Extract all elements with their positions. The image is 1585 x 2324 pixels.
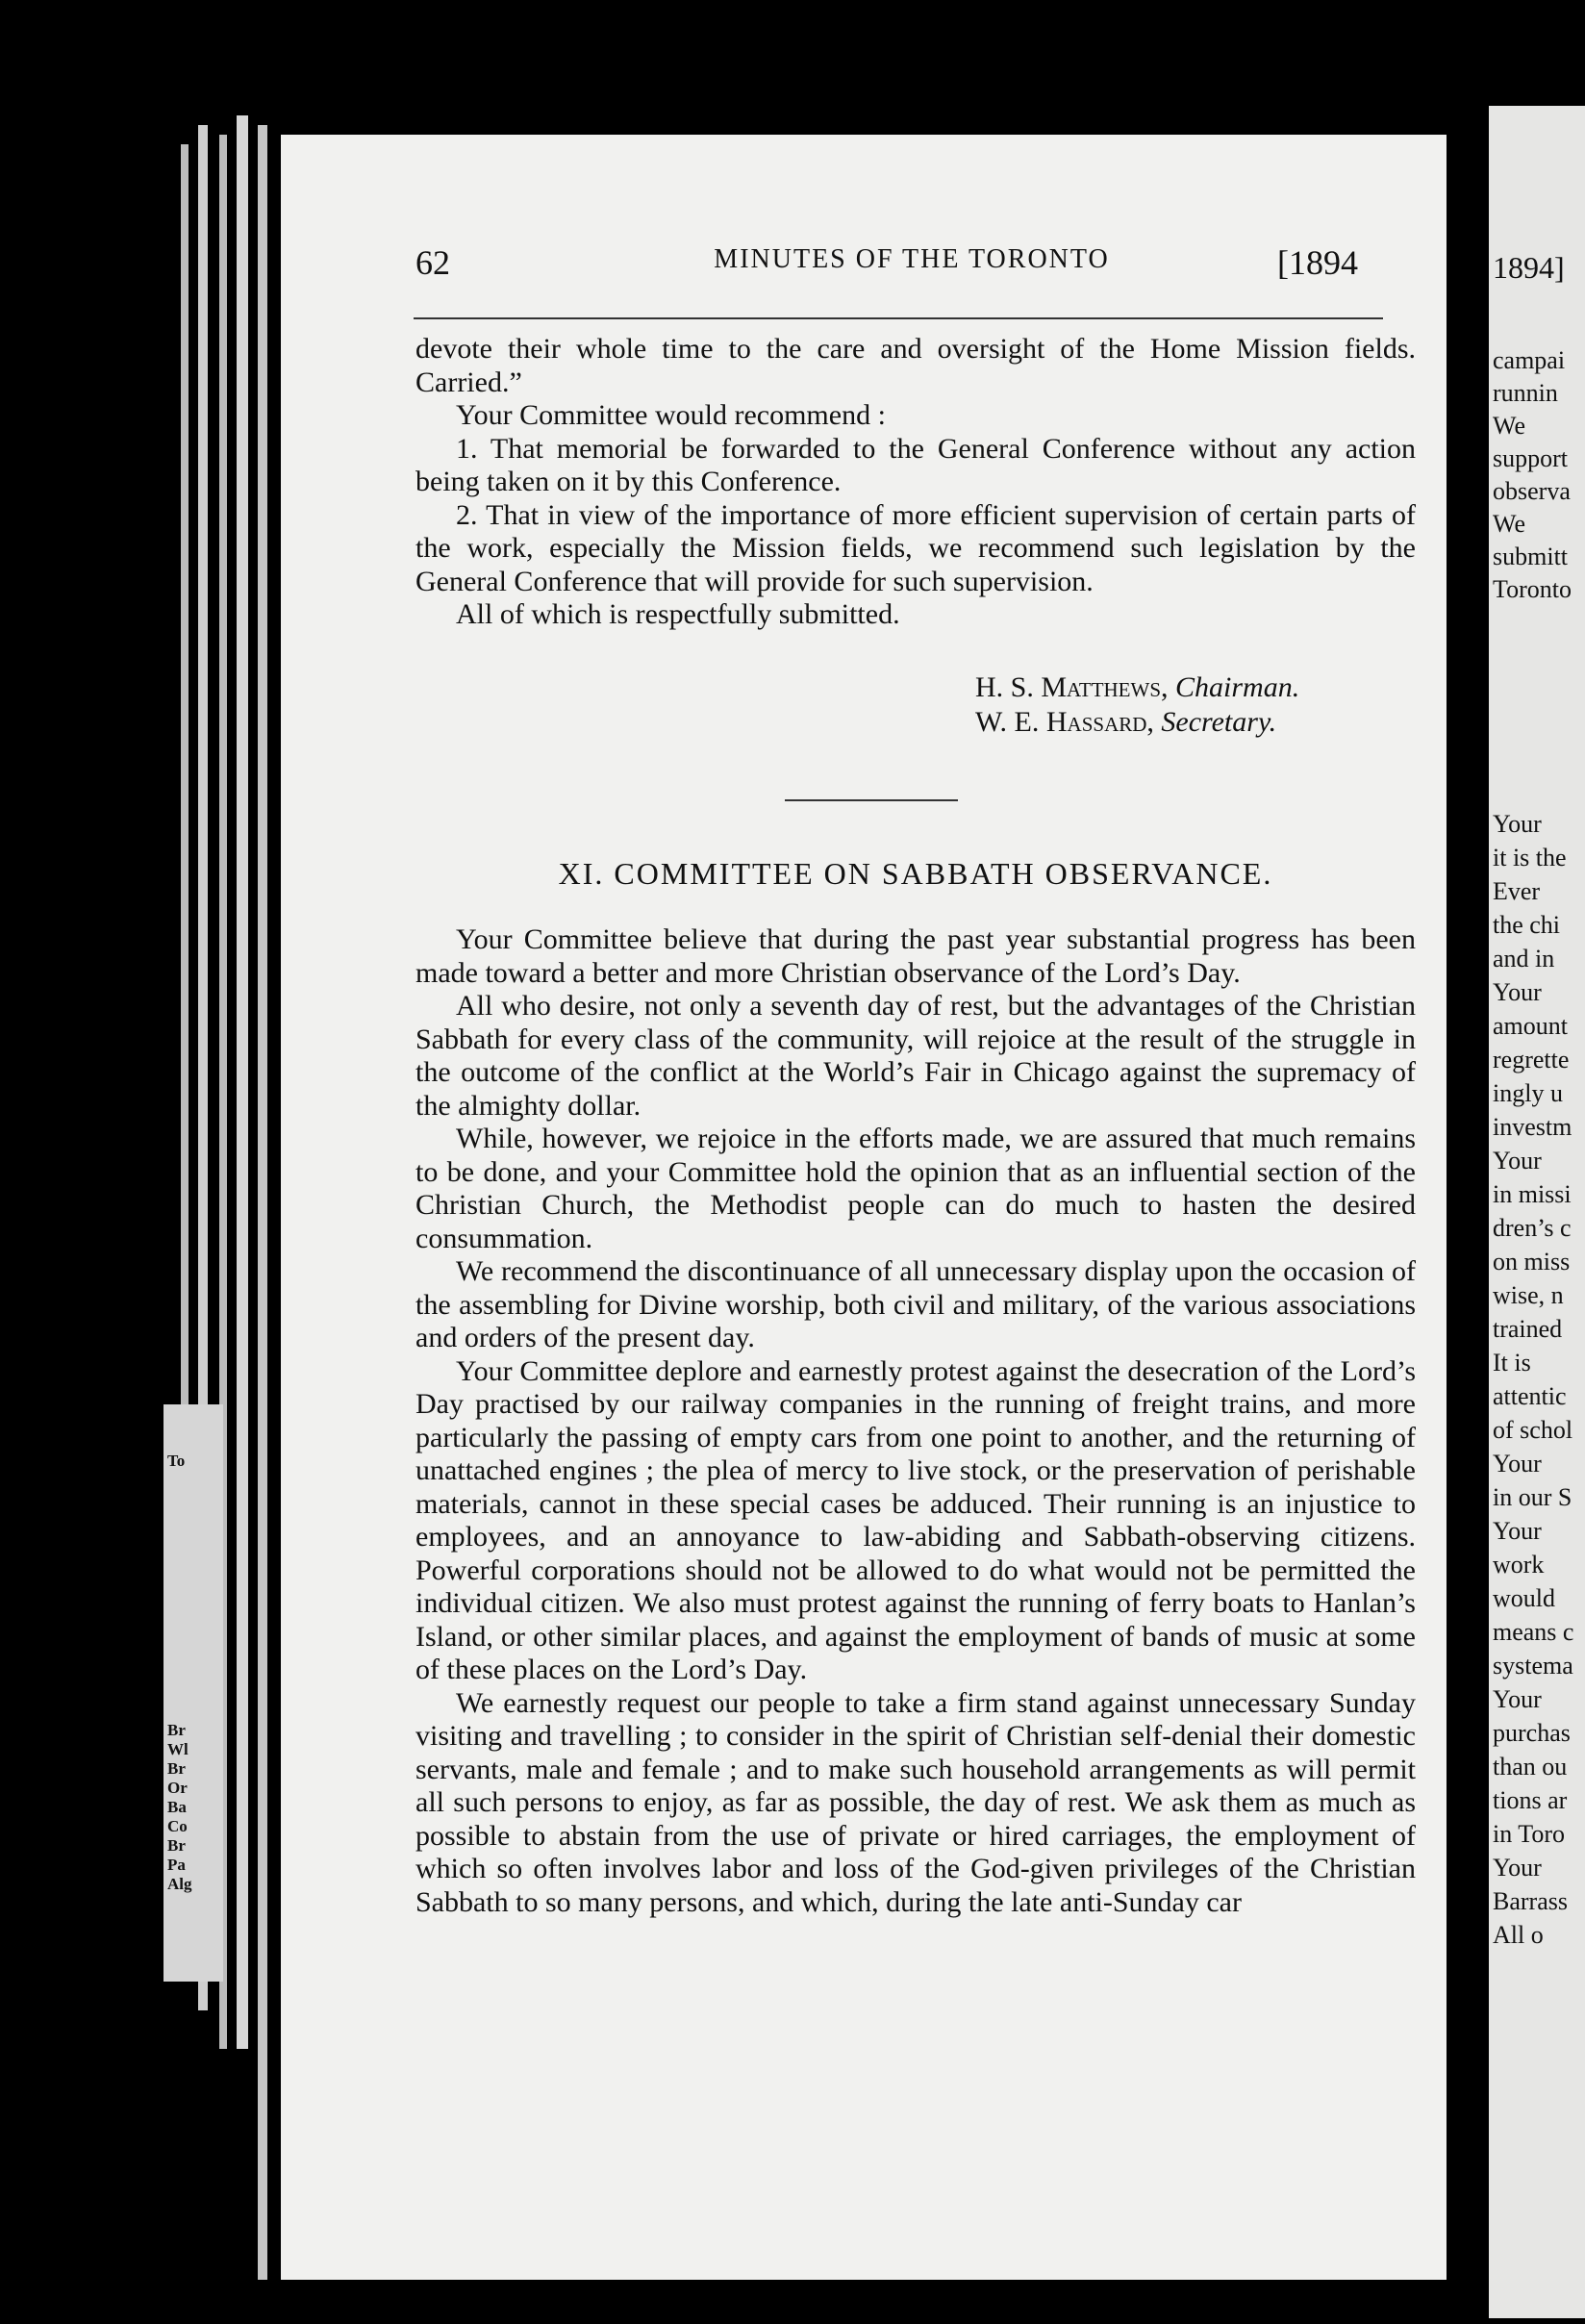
adjacent-page-line: Your (1493, 1517, 1542, 1545)
left-fragment-line: Br (167, 1721, 186, 1739)
page-edge (237, 115, 248, 2049)
adjacent-page-line: Toronto (1493, 575, 1572, 603)
running-header (415, 242, 1408, 290)
adjacent-page-line: it is the (1493, 844, 1567, 872)
header-rule (414, 317, 1383, 319)
adjacent-page-line: in missi (1493, 1180, 1572, 1208)
signatory-role: Secretary. (1161, 706, 1277, 738)
adjacent-page-line: systema (1493, 1652, 1573, 1680)
adjacent-page-line: observa (1493, 477, 1571, 505)
paragraph: We earnestly request our people to take a firm stand against unnecessary Sunday visiting and travelling ; to consider in the spirit of Christian self-denial their domestic servants, male and female ; and to make such household arrangements as will permit all such persons to enjoy, as far as possible, the day of rest. We ask them as much as possible to abstain from the use of private or hired carriages, the employment of which so often involves labor and loss of the God-given privileges of the Christian Sabbath to so many persons, and which, during the late anti-Sunday car (415, 1686, 1416, 1918)
book-page (281, 135, 1447, 2280)
signatory-role: Chairman. (1175, 671, 1300, 703)
running-year: [1894 (1277, 243, 1358, 282)
left-fragment-line: Co (167, 1817, 188, 1835)
adjacent-page-line: means c (1493, 1618, 1574, 1646)
paragraph: Your Committee believe that during the past year substantial progress has been made toward a better and more Christian observance of the Lord’s Day. (415, 923, 1416, 989)
left-fragment-line: Wl (167, 1740, 189, 1758)
adjacent-page-line: amount (1493, 1012, 1568, 1040)
adjacent-page-line: It is (1493, 1349, 1531, 1377)
left-fragment-line: Br (167, 1759, 186, 1778)
adjacent-page-line: campai (1493, 346, 1566, 374)
section-divider (785, 799, 958, 801)
paragraph: We recommend the discontinuance of all unnecessary display upon the occasion of the assembling for Divine worship, both civil and military, of the various associations and orders of the present day. (415, 1255, 1416, 1353)
adjacent-page-line: All o (1493, 1921, 1544, 1949)
adjacent-page-line: work (1493, 1551, 1545, 1579)
signatory-name: W. E. Hassard, (975, 706, 1154, 738)
page-number: 62 (415, 243, 450, 282)
adjacent-page-line: in Toro (1493, 1820, 1565, 1848)
adjacent-page-line: wise, n (1493, 1281, 1564, 1309)
adjacent-page-line: attentic (1493, 1382, 1567, 1410)
adjacent-page-line: ingly u (1493, 1079, 1563, 1107)
left-fragment-line: To (167, 1452, 186, 1470)
adjacent-page-line: We (1493, 510, 1525, 538)
signatory-name: H. S. Matthews, (975, 671, 1169, 703)
adjacent-page (1489, 106, 1585, 2318)
running-title: MINUTES OF THE TORONTO (714, 244, 1110, 274)
paragraph: While, however, we rejoice in the efforts made, we are assured that much remains to be done, and your Committee hold the opinion that as an influential section of the Christian Church, the Methodist people can do much to hasten the desired consummation. (415, 1123, 1416, 1254)
adjacent-page-line: Barrass (1493, 1887, 1568, 1915)
paragraph: Your Committee would recommend : (456, 399, 886, 431)
adjacent-page-line: purchas (1493, 1719, 1571, 1747)
adjacent-page-line: Your (1493, 1685, 1542, 1713)
paragraph: All who desire, not only a seventh day of rest, but the advantages of the Christian Sabbath for every class of the community, will rejoice at the result of the struggle in the outcome of the conflict at the World’s Fair in Chicago against the supremacy of the almighty dollar. (415, 990, 1416, 1122)
paragraph: All of which is respectfully submitted. (456, 598, 900, 630)
adjacent-page-line: trained (1493, 1315, 1563, 1343)
left-fragment-line: Br (167, 1836, 186, 1855)
paragraph: Your Committee deplore and earnestly protest against the desecration of the Lord’s Day practised by our railway companies in the running of freight trains, and more particularly the passing of empty cars from one point to another, and the returning of unattached engines ; the plea of mercy to live stock, or the preservation of perishable materials, cannot in these special cases be adduced. Their running is an injustice to employees, and an annoyance to law-abiding and Sabbath-observing citizens. Powerful corporations should not be allowed to do what would not be permitted the individual citizen. We also must protest against the running of ferry boats to Hanlan’s Island, or other similar places, and against the employment of bands of music at some of these places on the Lord’s Day. (415, 1354, 1416, 1685)
adjacent-page-line: Your (1493, 1854, 1542, 1882)
adjacent-page-line: support (1493, 444, 1568, 472)
adjacent-page-line: investm (1493, 1113, 1572, 1141)
paragraph: 2. That in view of the importance of more efficient supervision of certain parts of the work, especially the Mission fields, we recommend such legislation by the General Conference that will provide for such supervision. (415, 498, 1416, 597)
adjacent-page-line: Your (1493, 810, 1542, 838)
adjacent-page-header: 1894] (1493, 250, 1565, 285)
signature-secretary (975, 706, 1276, 739)
adjacent-page-line: Ever (1493, 877, 1541, 905)
report-continuation (415, 333, 1416, 632)
left-fragment-line: Alg (167, 1875, 192, 1893)
adjacent-page-line: tions ar (1493, 1786, 1568, 1814)
adjacent-page-line: We (1493, 412, 1525, 440)
adjacent-page-line: and in (1493, 945, 1555, 973)
left-fragment-line: Ba (167, 1798, 187, 1816)
adjacent-page-line: the chi (1493, 911, 1561, 939)
adjacent-page-line: on miss (1493, 1248, 1571, 1276)
adjacent-page-line: dren’s c (1493, 1214, 1572, 1242)
adjacent-page-line: than ou (1493, 1753, 1568, 1781)
section-heading: XI. COMMITTEE ON SABBATH OBSERVANCE. (558, 856, 1273, 891)
adjacent-page-line: of schol (1493, 1416, 1573, 1444)
paragraph: 1. That memorial be forwarded to the General Conference without any action being taken on it by this Conference. (415, 432, 1416, 497)
adjacent-page-line: in our S (1493, 1483, 1572, 1511)
left-page-fragment (164, 1404, 223, 1982)
left-fragment-line: Or (167, 1779, 188, 1797)
left-fragment-line: Pa (167, 1856, 186, 1874)
signature-chairman (975, 671, 1299, 704)
paragraph: devote their whole time to the care and oversight of the Home Mission fields. Carried.” (415, 333, 1416, 398)
adjacent-page-line: Your (1493, 1450, 1542, 1478)
page-edge (258, 125, 267, 2280)
adjacent-page-line: Your (1493, 1147, 1542, 1175)
adjacent-page-line: Your (1493, 978, 1542, 1006)
adjacent-page-line: would (1493, 1584, 1555, 1612)
adjacent-page-line: submitt (1493, 543, 1569, 570)
adjacent-page-line: regrette (1493, 1046, 1570, 1074)
section-body (415, 923, 1416, 1919)
adjacent-page-line: runnin (1493, 379, 1558, 407)
